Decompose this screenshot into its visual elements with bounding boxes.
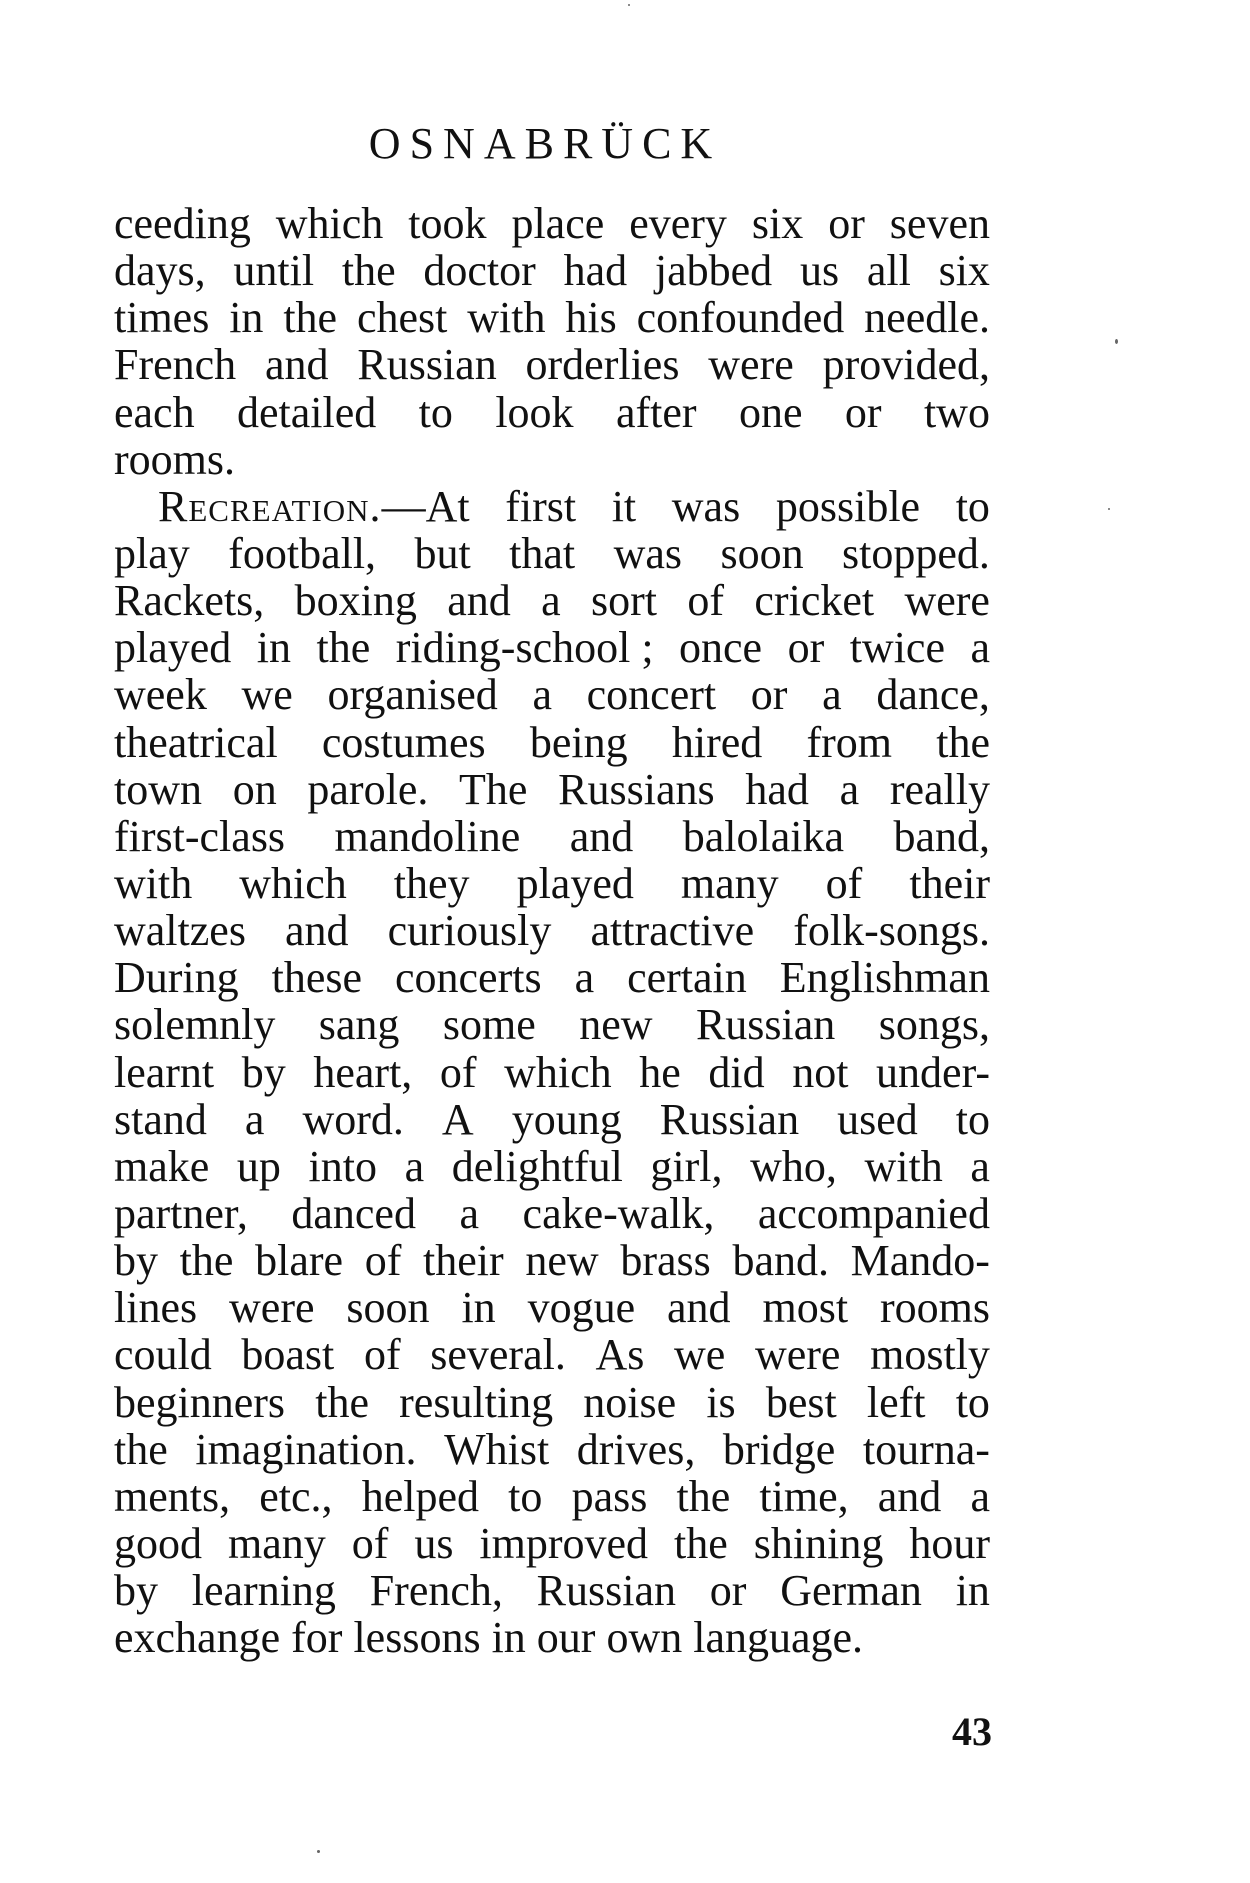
- text-line: [114, 1190, 990, 1237]
- text-line: [114, 294, 990, 341]
- word: we: [674, 1330, 726, 1380]
- word: their: [423, 1236, 504, 1286]
- word: by: [241, 1047, 286, 1097]
- word: the: [179, 1236, 234, 1286]
- word: who,: [750, 1141, 837, 1191]
- word: Russian: [695, 1000, 836, 1050]
- word: used: [837, 1094, 918, 1144]
- word: Englishman: [779, 953, 990, 1003]
- word: concerts: [395, 953, 542, 1003]
- text-line: [114, 1379, 990, 1426]
- word: As: [595, 1330, 645, 1380]
- word: times: [114, 293, 210, 343]
- word: jabbed: [654, 246, 773, 296]
- word: had: [745, 764, 809, 814]
- word: a: [574, 953, 595, 1003]
- word: or: [750, 670, 788, 720]
- word: and: [569, 811, 634, 861]
- word: own: [606, 1613, 683, 1663]
- word: Recreation.—At: [158, 481, 470, 531]
- word: or: [828, 199, 865, 248]
- word: did: [708, 1047, 765, 1097]
- word: sort: [591, 576, 658, 626]
- word: several.: [430, 1330, 566, 1380]
- word: each: [114, 387, 195, 437]
- word: until: [233, 246, 315, 296]
- word: exchange: [114, 1613, 281, 1663]
- word: six: [751, 199, 804, 248]
- word: bridge: [722, 1424, 836, 1474]
- word: folk-songs.: [793, 906, 990, 956]
- text-line: [114, 200, 990, 247]
- word: the: [341, 246, 396, 296]
- word: of: [363, 1330, 401, 1380]
- word: was: [671, 481, 741, 531]
- text-line: [114, 1473, 990, 1520]
- word: and: [667, 1283, 731, 1333]
- word: were: [904, 576, 990, 626]
- word: but: [414, 528, 471, 578]
- word: French,: [369, 1566, 503, 1616]
- word: in: [229, 293, 264, 343]
- text-line: [114, 624, 990, 671]
- word: During: [114, 953, 239, 1003]
- word: new: [525, 1236, 599, 1286]
- word: our: [536, 1613, 596, 1663]
- paper-speck: [317, 1850, 320, 1853]
- word: the: [283, 293, 338, 343]
- word: songs,: [878, 1000, 990, 1050]
- word: imagination.: [195, 1424, 417, 1474]
- word: after: [615, 387, 697, 437]
- word: many: [680, 858, 779, 908]
- word: in: [256, 623, 291, 673]
- word: stopped.: [842, 528, 990, 578]
- word: by: [114, 1566, 158, 1616]
- word: we: [241, 670, 293, 720]
- word: ments,: [114, 1471, 231, 1521]
- word: took: [408, 199, 487, 248]
- word: into: [308, 1141, 377, 1191]
- word: us: [799, 246, 840, 296]
- word: seven: [889, 199, 990, 248]
- word: of: [687, 576, 725, 626]
- word: play: [114, 528, 190, 578]
- word: certain: [627, 953, 747, 1003]
- word: being: [529, 717, 628, 767]
- word: days,: [114, 246, 206, 296]
- text-line: [114, 1614, 990, 1661]
- word: French: [114, 340, 237, 390]
- word: cricket: [754, 576, 875, 626]
- word: were: [754, 1330, 841, 1380]
- word: their: [909, 858, 990, 908]
- word: a: [541, 576, 561, 626]
- word: sang: [318, 1000, 400, 1050]
- word: once: [679, 623, 763, 673]
- word: which: [504, 1047, 612, 1097]
- word: soon: [346, 1283, 430, 1333]
- word: it: [611, 481, 637, 531]
- paper-speck: [1115, 339, 1118, 344]
- word: first: [505, 481, 577, 531]
- word: dance,: [876, 670, 990, 720]
- word: German: [780, 1566, 922, 1616]
- word: the: [936, 717, 990, 767]
- word: is: [706, 1377, 736, 1427]
- text-line: [114, 530, 990, 577]
- word: learnt: [114, 1047, 215, 1097]
- word: waltzes: [114, 906, 246, 956]
- word: for: [291, 1613, 343, 1663]
- word: concert: [586, 670, 717, 720]
- text-line: [114, 1331, 990, 1378]
- word: Russians: [558, 764, 715, 814]
- word: could: [114, 1330, 212, 1380]
- word: make: [114, 1141, 210, 1191]
- text-line: [114, 389, 990, 436]
- text-line: [114, 766, 990, 813]
- word: boxing: [294, 576, 417, 626]
- word: detailed: [237, 387, 377, 437]
- word: noise: [583, 1377, 677, 1427]
- text-line: [114, 247, 990, 294]
- word: heart,: [313, 1047, 413, 1097]
- word: delightful: [451, 1141, 623, 1191]
- word: partner,: [114, 1188, 248, 1238]
- body-text: [114, 200, 990, 1661]
- word: word.: [302, 1094, 404, 1144]
- word: A: [441, 1094, 474, 1144]
- word: confounded: [636, 293, 845, 343]
- word: a: [970, 623, 990, 673]
- word: Russian: [536, 1566, 677, 1616]
- word: girl,: [650, 1141, 723, 1191]
- text-line: [114, 1096, 990, 1143]
- word: Mando-: [850, 1236, 990, 1286]
- word: first-class: [114, 811, 286, 861]
- text-line: [114, 341, 990, 388]
- word: twice: [849, 623, 945, 673]
- word: possible: [775, 481, 921, 531]
- word: played: [516, 858, 634, 908]
- paper-speck: [628, 4, 630, 6]
- word: to: [955, 481, 990, 531]
- word: to: [955, 1377, 990, 1427]
- text-line: [114, 1284, 990, 1331]
- word: he: [639, 1047, 681, 1097]
- word: and: [877, 1471, 942, 1521]
- word: played: [114, 623, 232, 673]
- word: curiously: [387, 906, 552, 956]
- text-line: [114, 483, 990, 530]
- word: most: [762, 1283, 849, 1333]
- word: best: [765, 1377, 837, 1427]
- word: Russian: [659, 1094, 800, 1144]
- word: ceeding: [114, 199, 251, 248]
- word: look: [495, 387, 574, 437]
- word: vogue: [527, 1283, 636, 1333]
- word: the: [676, 1471, 731, 1521]
- word: doctor: [423, 246, 536, 296]
- text-line: [114, 813, 990, 860]
- word: improved: [479, 1518, 649, 1568]
- word: to: [418, 387, 453, 437]
- word: or: [844, 387, 882, 437]
- word: tourna-: [862, 1424, 990, 1474]
- word: theatrical: [114, 717, 278, 767]
- word: one: [738, 387, 803, 437]
- word: young: [511, 1094, 622, 1144]
- word: to: [955, 1094, 990, 1144]
- word: accompanied: [757, 1188, 990, 1238]
- word: up: [236, 1141, 281, 1191]
- word: attractive: [590, 906, 755, 956]
- word: cake-walk,: [522, 1188, 715, 1238]
- word: in: [461, 1283, 496, 1333]
- text-line: [114, 1520, 990, 1567]
- word: mostly: [870, 1330, 990, 1380]
- word: solemnly: [114, 1000, 276, 1050]
- word: danced: [291, 1188, 416, 1238]
- word: really: [889, 764, 990, 814]
- word: shining: [753, 1518, 884, 1568]
- text-line: [114, 436, 990, 483]
- word: week: [114, 670, 207, 720]
- word: on: [232, 764, 277, 814]
- word: a: [244, 1094, 265, 1144]
- word: all: [866, 246, 911, 296]
- word: and: [447, 576, 511, 626]
- word: every: [629, 199, 727, 248]
- word: beginners: [114, 1377, 286, 1427]
- word: pass: [571, 1471, 648, 1521]
- word: a: [404, 1141, 425, 1191]
- word: resulting: [399, 1377, 554, 1427]
- word: to: [508, 1471, 543, 1521]
- word: organised: [327, 670, 498, 720]
- word: good: [114, 1518, 202, 1568]
- text-line: [114, 1237, 990, 1284]
- paper-speck: [1108, 508, 1110, 510]
- word: that: [509, 528, 576, 578]
- word: had: [563, 246, 628, 296]
- running-head: OSNABRÜCK: [368, 119, 722, 168]
- word: were: [708, 340, 794, 390]
- word: hour: [909, 1518, 990, 1568]
- word: was: [613, 528, 683, 578]
- word: six: [938, 246, 990, 296]
- word: language.: [693, 1613, 864, 1663]
- word: Whist: [444, 1424, 550, 1474]
- word: from: [806, 717, 893, 767]
- page-number: 43: [952, 1709, 992, 1754]
- word: hired: [671, 717, 763, 767]
- text-line: [114, 1001, 990, 1048]
- word: lessons: [353, 1613, 481, 1663]
- text-line: [114, 671, 990, 718]
- word: some: [442, 1000, 536, 1050]
- word: the: [674, 1518, 728, 1568]
- word: us: [414, 1518, 454, 1568]
- word: chest: [356, 293, 448, 343]
- word: and: [285, 906, 349, 956]
- word: by: [114, 1236, 158, 1286]
- word: riding-school ;: [395, 623, 654, 673]
- word: were: [229, 1283, 315, 1333]
- word: or: [787, 623, 825, 673]
- text-line: [114, 1567, 990, 1614]
- word: they: [393, 858, 470, 908]
- word: rooms.: [114, 434, 235, 484]
- word: needle.: [864, 293, 990, 343]
- word: a: [532, 670, 552, 720]
- word: football,: [228, 528, 377, 578]
- word: his: [565, 293, 617, 343]
- word: orderlies: [525, 340, 680, 390]
- word: of: [351, 1518, 389, 1568]
- text-line: [114, 577, 990, 624]
- word: balolaika: [682, 811, 844, 861]
- word: lines: [114, 1283, 198, 1333]
- word: of: [439, 1047, 477, 1097]
- word: a: [459, 1188, 480, 1238]
- word: a: [970, 1141, 990, 1191]
- word: left: [866, 1377, 926, 1427]
- word: boast: [241, 1330, 335, 1380]
- word: time,: [759, 1471, 849, 1521]
- word: a: [822, 670, 842, 720]
- text-line: [114, 1426, 990, 1473]
- text-line: [114, 719, 990, 766]
- word: which: [239, 858, 347, 908]
- word: under-: [876, 1047, 990, 1097]
- word: in: [955, 1566, 990, 1616]
- word: Rackets,: [114, 576, 265, 626]
- word: band.: [732, 1236, 829, 1286]
- word: place: [511, 199, 605, 248]
- word: drives,: [576, 1424, 696, 1474]
- word: these: [271, 953, 363, 1003]
- text-line: [114, 860, 990, 907]
- text-line: [114, 907, 990, 954]
- word: etc.,: [259, 1471, 333, 1521]
- word: costumes: [321, 717, 486, 767]
- word: new: [579, 1000, 653, 1050]
- word: with: [864, 1141, 943, 1191]
- word: and: [265, 340, 329, 390]
- word: mandoline: [334, 811, 521, 861]
- word: provided,: [822, 340, 990, 390]
- word: Russian: [357, 340, 497, 390]
- word: rooms: [879, 1283, 990, 1333]
- word: town: [114, 764, 202, 814]
- word: band,: [893, 811, 990, 861]
- text-line: [114, 1143, 990, 1190]
- word: not: [792, 1047, 849, 1097]
- word: which: [275, 199, 384, 248]
- word: or: [709, 1566, 747, 1616]
- word: brass: [620, 1236, 711, 1286]
- word: two: [923, 387, 990, 437]
- word: stand: [114, 1094, 207, 1144]
- word: a: [839, 764, 860, 814]
- word: many: [227, 1518, 326, 1568]
- word: helped: [361, 1471, 480, 1521]
- word: soon: [720, 528, 804, 578]
- word: the: [315, 1377, 369, 1427]
- word: blare: [255, 1236, 344, 1286]
- word: with: [467, 293, 546, 343]
- word: of: [364, 1236, 402, 1286]
- word: the: [316, 623, 371, 673]
- word: parole.: [307, 764, 429, 814]
- text-line: [114, 1049, 990, 1096]
- word: in: [491, 1613, 526, 1663]
- word: the: [114, 1424, 168, 1474]
- word: with: [114, 858, 193, 908]
- word: The: [459, 764, 528, 814]
- text-line: [114, 954, 990, 1001]
- word: learning: [191, 1566, 336, 1616]
- word: of: [825, 858, 863, 908]
- word: a: [970, 1471, 990, 1521]
